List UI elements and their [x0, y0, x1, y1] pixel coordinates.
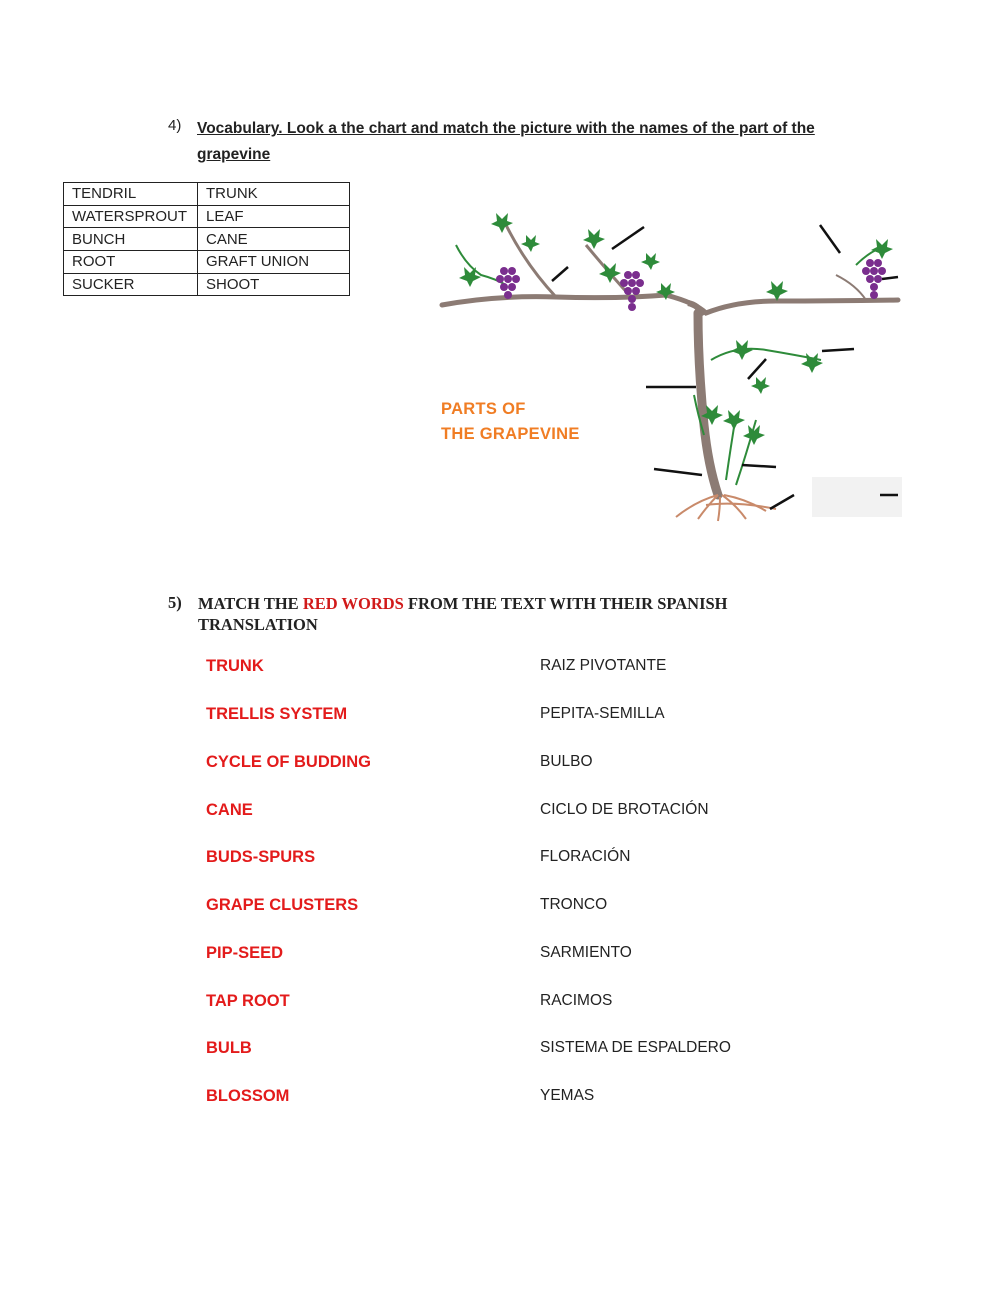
spanish-word: RACIMOS — [540, 992, 613, 1009]
question-4-line2: grapevine — [197, 146, 271, 163]
question-4-instruction — [197, 116, 847, 168]
english-word: GRAPE CLUSTERS — [206, 896, 359, 914]
table-row — [64, 251, 350, 274]
grapevine-illustration — [436, 205, 902, 523]
grapevine-title — [441, 397, 580, 447]
table-cell: BUNCH — [64, 228, 198, 251]
leaf-icon — [871, 239, 893, 259]
vocabulary-table — [63, 182, 350, 296]
question-5-instruction — [198, 593, 838, 635]
image-patch — [812, 477, 902, 517]
table-row — [64, 205, 350, 228]
leaf-icon — [731, 340, 753, 360]
grapevine-title-line2: THE GRAPEVINE — [441, 425, 580, 443]
vine-roots — [676, 495, 776, 521]
question-5-text-after: FROM THE TEXT WITH THEIR SPANISH TRANSLATION — [198, 594, 728, 634]
question-5-text-before: MATCH THE — [198, 594, 303, 613]
table-row — [64, 183, 350, 206]
question-5-number: 5) — [168, 593, 182, 612]
leaf-icon — [751, 377, 770, 394]
english-word: BULB — [206, 1039, 252, 1057]
leaf-icon — [641, 253, 660, 270]
question-4-number: 4) — [168, 117, 182, 134]
leaf-icon — [723, 410, 745, 430]
vine-wood — [442, 225, 898, 495]
table-cell: LEAF — [198, 205, 350, 228]
question-5-red-words: RED WORDS — [302, 594, 404, 613]
grapevine-title-line1: PARTS OF — [441, 400, 526, 418]
spanish-word: RAIZ PIVOTANTE — [540, 657, 667, 674]
table-cell: ROOT — [64, 251, 198, 274]
table-cell: WATERSPROUT — [64, 205, 198, 228]
english-word: CYCLE OF BUDDING — [206, 753, 371, 771]
english-word: CANE — [206, 801, 253, 819]
table-cell: TENDRIL — [64, 183, 198, 206]
question-4-line1: Vocabulary. Look a the chart and match the picture with the names of the part of the — [197, 120, 815, 137]
english-word: PIP-SEED — [206, 944, 284, 962]
english-word: BUDS-SPURS — [206, 848, 316, 866]
table-cell: TRUNK — [198, 183, 350, 206]
leaf-icon — [766, 281, 788, 301]
spanish-word: FLORACIÓN — [540, 848, 631, 865]
leaf-icon — [459, 267, 481, 287]
leaf-icon — [521, 235, 540, 252]
table-cell: SHOOT — [198, 273, 350, 296]
spanish-word: TRONCO — [540, 896, 608, 913]
spanish-word: BULBO — [540, 753, 593, 770]
grape-bunch-icon — [496, 267, 520, 299]
english-word: BLOSSOM — [206, 1087, 290, 1105]
table-row — [64, 273, 350, 296]
spanish-word: CICLO DE BROTACIÓN — [540, 801, 709, 818]
english-word: TRUNK — [206, 657, 264, 675]
spanish-word: PEPITA-SEMILLA — [540, 705, 665, 722]
table-cell: SUCKER — [64, 273, 198, 296]
english-word: TAP ROOT — [206, 992, 290, 1010]
spanish-word: YEMAS — [540, 1087, 595, 1104]
spanish-word: SARMIENTO — [540, 944, 632, 961]
table-row — [64, 228, 350, 251]
english-word: TRELLIS SYSTEM — [206, 705, 348, 723]
spanish-word: SISTEMA DE ESPALDERO — [540, 1039, 731, 1056]
table-cell: CANE — [198, 228, 350, 251]
table-cell: GRAFT UNION — [198, 251, 350, 274]
